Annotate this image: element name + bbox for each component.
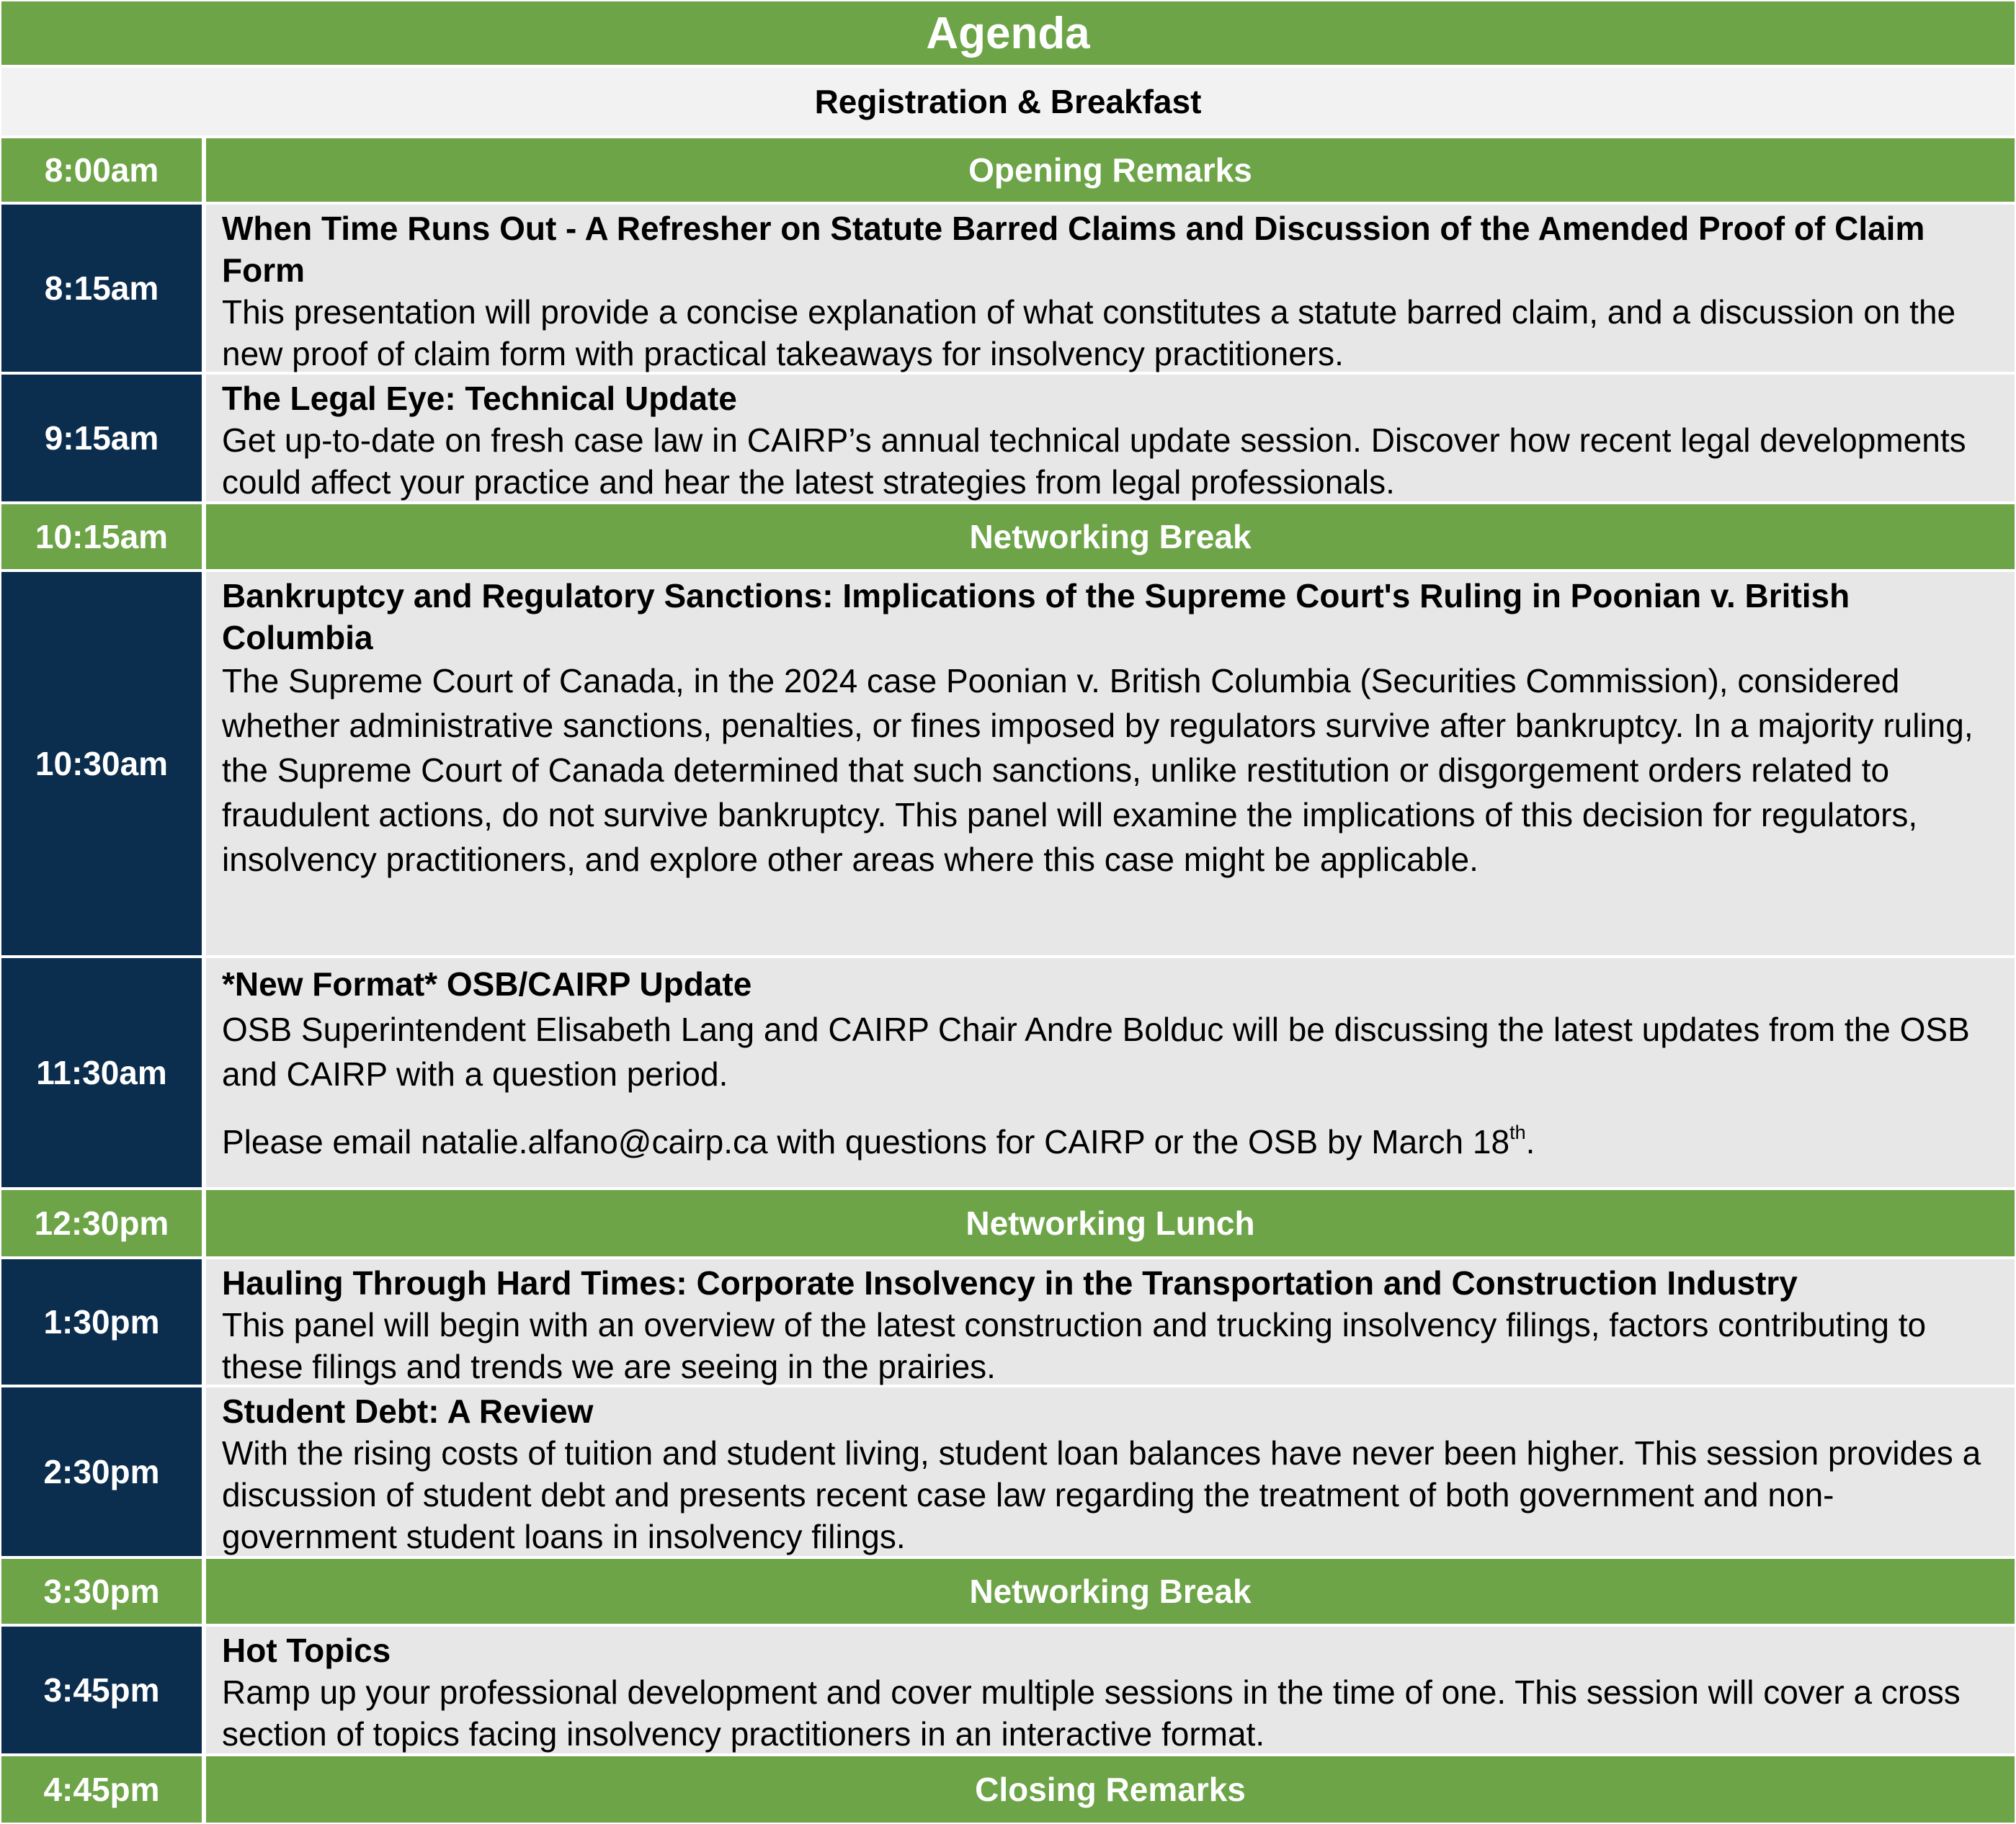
session-row-osb-cairp-update xyxy=(0,957,2016,1189)
time-cell: 1:30pm xyxy=(1,1259,202,1385)
break-label: Networking Break xyxy=(206,504,2015,569)
session-cell xyxy=(206,958,2015,1187)
session-row-statute-barred-claims xyxy=(0,203,2016,373)
break-row-networking-break-2 xyxy=(0,1557,2016,1625)
session-cell xyxy=(206,572,2015,955)
session-cell xyxy=(206,1259,2015,1385)
session-row-hauling-through-hard-times xyxy=(0,1258,2016,1386)
session-title: Hot Topics xyxy=(222,1632,391,1669)
note-end: . xyxy=(1525,1123,1535,1161)
time-cell: 10:15am xyxy=(1,504,202,569)
session-cell xyxy=(206,375,2015,501)
session-title: Hauling Through Hard Times: Corporate Insolvency in the Transportation and Construction Industry xyxy=(222,1264,1798,1302)
session-description: This panel will begin with an overview of the latest construction and trucking insolvency filings, factors contributing to these filings and trends we are seeing in the prairies. xyxy=(222,1306,1927,1385)
break-label: Networking Lunch xyxy=(206,1190,2015,1256)
time-cell: 3:30pm xyxy=(1,1559,202,1624)
session-row-hot-topics xyxy=(0,1625,2016,1755)
break-label: Closing Remarks xyxy=(206,1756,2015,1823)
note-text: Please email natalie.alfano@cairp.ca with questions for CAIRP or the OSB by March 18 xyxy=(222,1123,1510,1161)
agenda-header-row xyxy=(0,0,2016,66)
agenda-title: Agenda xyxy=(1,1,2015,65)
session-cell xyxy=(206,205,2015,372)
break-row-opening-remarks xyxy=(0,137,2016,203)
time-cell: 8:15am xyxy=(1,205,202,372)
break-row-closing-remarks xyxy=(0,1755,2016,1824)
session-description: Get up-to-date on fresh case law in CAIRP’s annual technical update session. Discover how recent legal developments could affect your practice and hear the latest strategies from legal professionals. xyxy=(222,421,1966,501)
time-cell: 3:45pm xyxy=(1,1627,202,1753)
registration-label: Registration & Breakfast xyxy=(1,68,2015,135)
session-row-legal-eye xyxy=(0,373,2016,503)
session-cell xyxy=(206,1627,2015,1753)
session-cell xyxy=(206,1387,2015,1556)
break-label: Opening Remarks xyxy=(206,138,2015,202)
session-title: The Legal Eye: Technical Update xyxy=(222,380,737,417)
break-label: Networking Break xyxy=(206,1559,2015,1624)
time-cell: 10:30am xyxy=(1,572,202,955)
session-note xyxy=(222,1121,2000,1163)
break-row-networking-break xyxy=(0,503,2016,571)
session-title: Student Debt: A Review xyxy=(222,1392,594,1430)
session-title: Bankruptcy and Regulatory Sanctions: Implications of the Supreme Court's Ruling in Poonian v. British Columbia xyxy=(222,577,1850,656)
session-description: With the rising costs of tuition and student living, student loan balances have never been higher. This session provides a discussion of student debt and presents recent case law regarding the treatment of both government and non-government student loans in insolvency filings. xyxy=(222,1434,1981,1555)
session-description: This presentation will provide a concise explanation of what constitutes a statute barred claim, and a discussion on the new proof of claim form with practical takeaways for insolvency practitioners. xyxy=(222,293,1956,372)
time-cell: 2:30pm xyxy=(1,1387,202,1556)
time-cell: 8:00am xyxy=(1,138,202,202)
time-cell: 12:30pm xyxy=(1,1190,202,1256)
time-cell: 9:15am xyxy=(1,375,202,501)
session-row-student-debt xyxy=(0,1386,2016,1557)
time-cell: 11:30am xyxy=(1,958,202,1187)
session-description: Ramp up your professional development and cover multiple sessions in the time of one. This session will cover a cross section of topics facing insolvency practitioners in an interactive format. xyxy=(222,1673,1961,1753)
registration-row xyxy=(0,66,2016,137)
break-row-networking-lunch xyxy=(0,1189,2016,1258)
time-cell: 4:45pm xyxy=(1,1756,202,1823)
session-row-poonian xyxy=(0,571,2016,957)
session-title: When Time Runs Out - A Refresher on Statute Barred Claims and Discussion of the Amended Proof of Claim Form xyxy=(222,210,1925,289)
session-title: *New Format* OSB/CAIRP Update xyxy=(222,965,752,1003)
session-description: The Supreme Court of Canada, in the 2024 case Poonian v. British Columbia (Securities Commission), considered whether administrative sanctions, penalties, or fines imposed by regulators survive after bankruptcy. In a majority ruling, the Supreme Court of Canada determined that such sanctions, unlike restitution or disgorgement orders related to fraudulent actions, do not survive bankruptcy. This panel will examine the implications of this decision for regulators, insolvency practitioners, and explore other areas where this case might be applicable. xyxy=(222,662,1973,878)
note-superscript: th xyxy=(1509,1122,1526,1143)
session-description: OSB Superintendent Elisabeth Lang and CAIRP Chair Andre Bolduc will be discussing the latest updates from the OSB and CAIRP with a question period. xyxy=(222,1011,1970,1093)
